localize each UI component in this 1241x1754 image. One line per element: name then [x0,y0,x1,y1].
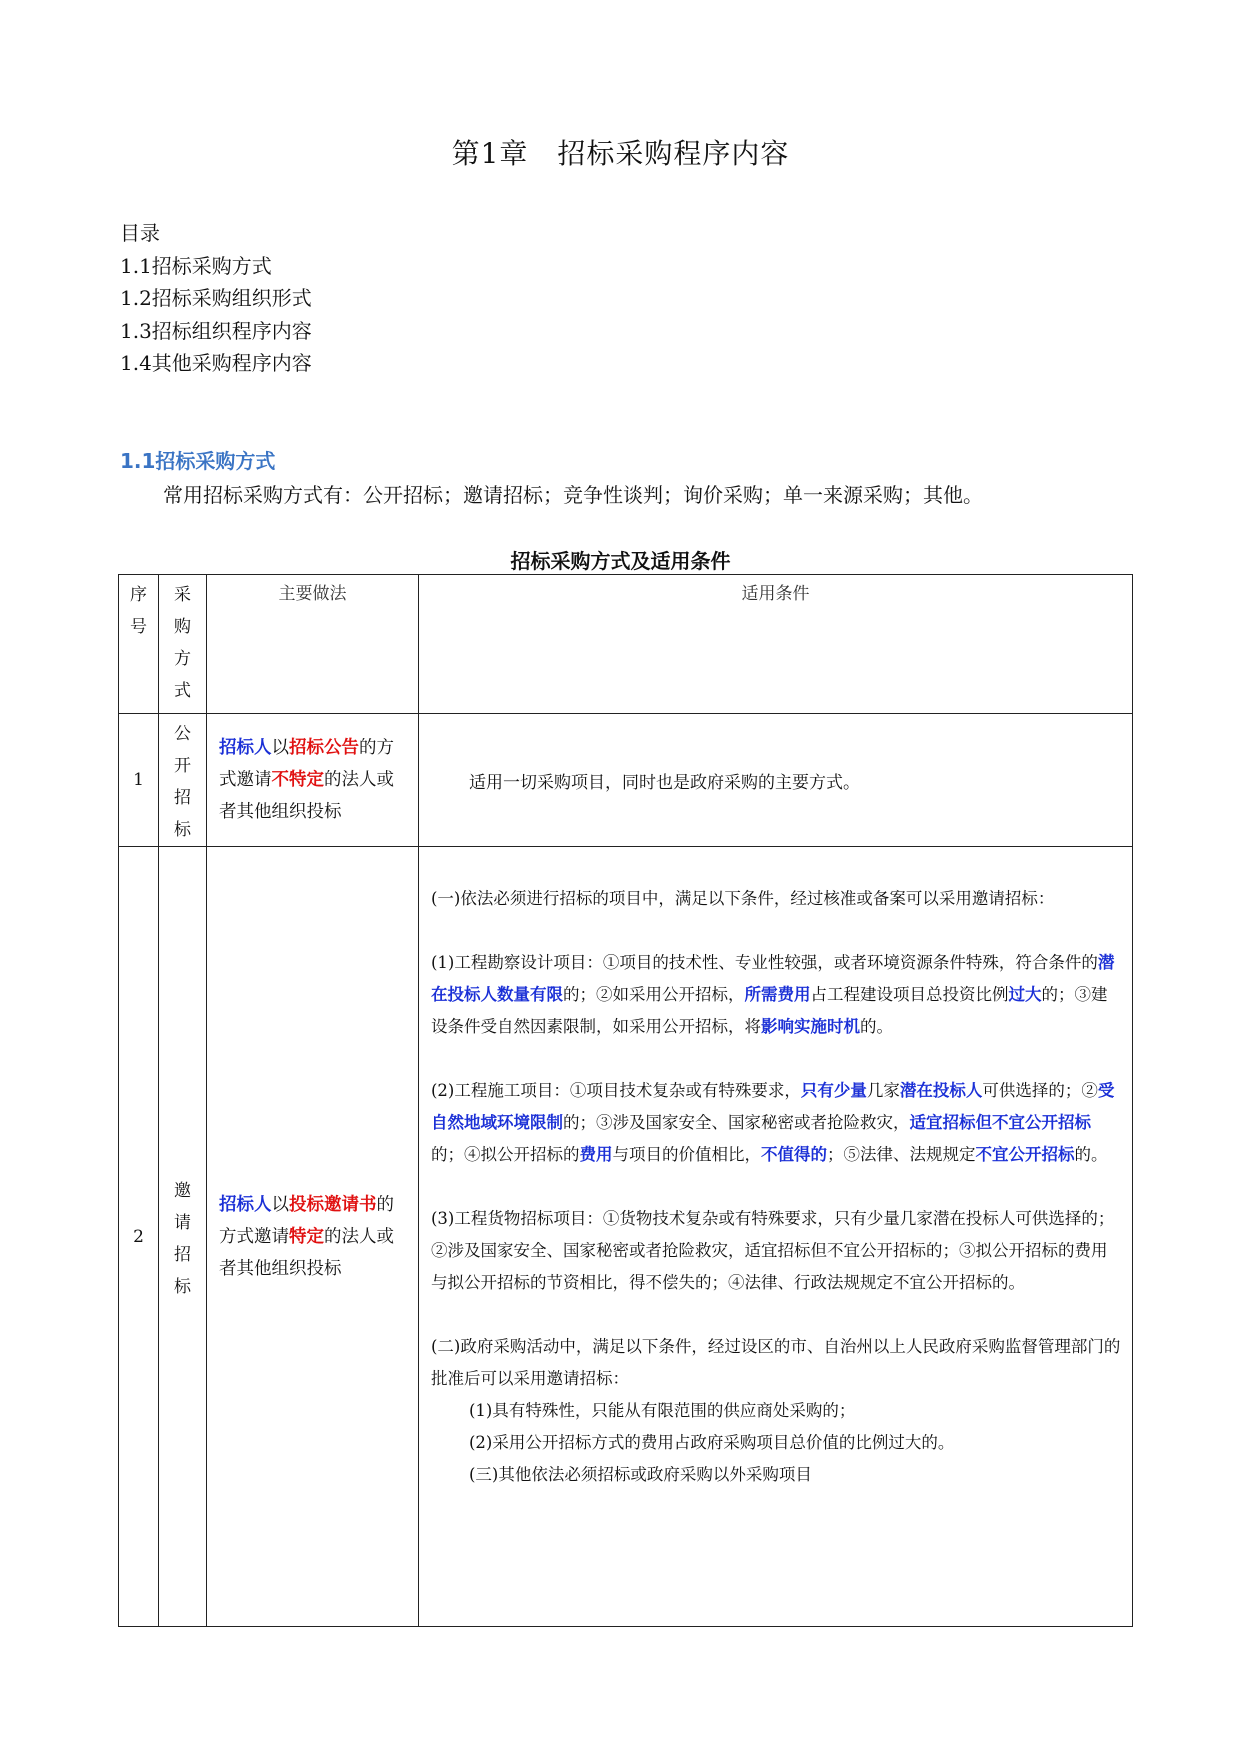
toc-heading: 目录 [120,221,160,245]
header-conditions: 适用条件 [419,575,1133,714]
toc-item[interactable]: 1.1招标采购方式 [120,253,272,278]
header-method: 采 购 方 式 [159,575,207,714]
header-practice: 主要做法 [207,575,419,714]
condition-b: (二)政府采购活动中，满足以下条件，经过设区的市、自治州以上人民政府采购监督管理部门的批准后可以采用邀请招标： [431,1337,1121,1388]
condition-3: (3)工程货物招标项目：①货物技术复杂或有特殊要求，只有少量几家潜在投标人可供选择的；②涉及国家安全、国家秘密或者抢险救灾，适宜招标但不宜公开招标的；③拟公开招标的费用与拟公开招标的节资相比，得不偿失的；④法律、行政法规规定不宜公开招标的。 [431,1209,1115,1292]
table-of-contents [120,217,312,380]
condition-2: (2)工程施工项目：①项目技术复杂或有特殊要求，只有少量几家潜在投标人可供选择的；②受自然地域环境限制的；③涉及国家安全、国家秘密或者抢险救灾，适宜招标但不宜公开招标的；④拟公开招标的费用与项目的价值相比，不值得的；⑤法律、法规规定不宜公开招标的。 [431,1081,1115,1164]
table-header-row [119,575,1133,714]
chapter-title: 第1章 招标采购程序内容 [451,137,790,170]
table-row [119,714,1133,847]
section-heading: 1.1招标采购方式 [120,449,276,473]
condition-a: (一)依法必须进行招标的项目中，满足以下条件，经过核准或备案可以采用邀请招标： [431,889,1055,908]
toc-item[interactable]: 1.4其他采购程序内容 [120,351,312,375]
condition-1: (1)工程勘察设计项目：①项目的技术性、专业性较强，或者环境资源条件特殊，符合条件的潜在投标人数量有限的；②如采用公开招标，所需费用占工程建设项目总投资比例过大的；③建设条件受自然因素限制，如采用公开招标，将影响实施时机的。 [431,953,1115,1036]
row-number: 2 [119,847,159,1627]
row-method: 邀 请 招 标 [159,847,207,1627]
condition-b2: (2)采用公开招标方式的费用占政府采购项目总价值的比例过大的。 [469,1433,955,1452]
row-practice: 招标人以招标公告的方式邀请不特定的法人或者其他组织投标 [207,714,419,847]
table-row [119,847,1133,1627]
procurement-methods-table [118,574,1133,1627]
row-conditions: 适用一切采购项目，同时也是政府采购的主要方式。 [419,714,1133,847]
row-method: 公 开 招 标 [159,714,207,847]
toc-item[interactable]: 1.3招标组织程序内容 [120,318,312,343]
condition-c: (三)其他依法必须招标或政府采购以外采购项目 [469,1465,812,1484]
row-conditions [419,847,1133,1627]
row-practice: 招标人以投标邀请书的方式邀请特定的法人或者其他组织投标 [207,847,419,1627]
intro-paragraph: 常用招标采购方式有：公开招标；邀请招标；竞争性谈判；询价采购；单一来源采购；其他。 [163,483,983,507]
condition-b1: (1)具有特殊性，只能从有限范围的供应商处采购的； [469,1401,856,1420]
table-title: 招标采购方式及适用条件 [510,549,731,573]
row-number: 1 [119,714,159,847]
toc-item[interactable]: 1.2招标采购组织形式 [120,286,312,310]
header-no: 序 号 [119,575,159,714]
